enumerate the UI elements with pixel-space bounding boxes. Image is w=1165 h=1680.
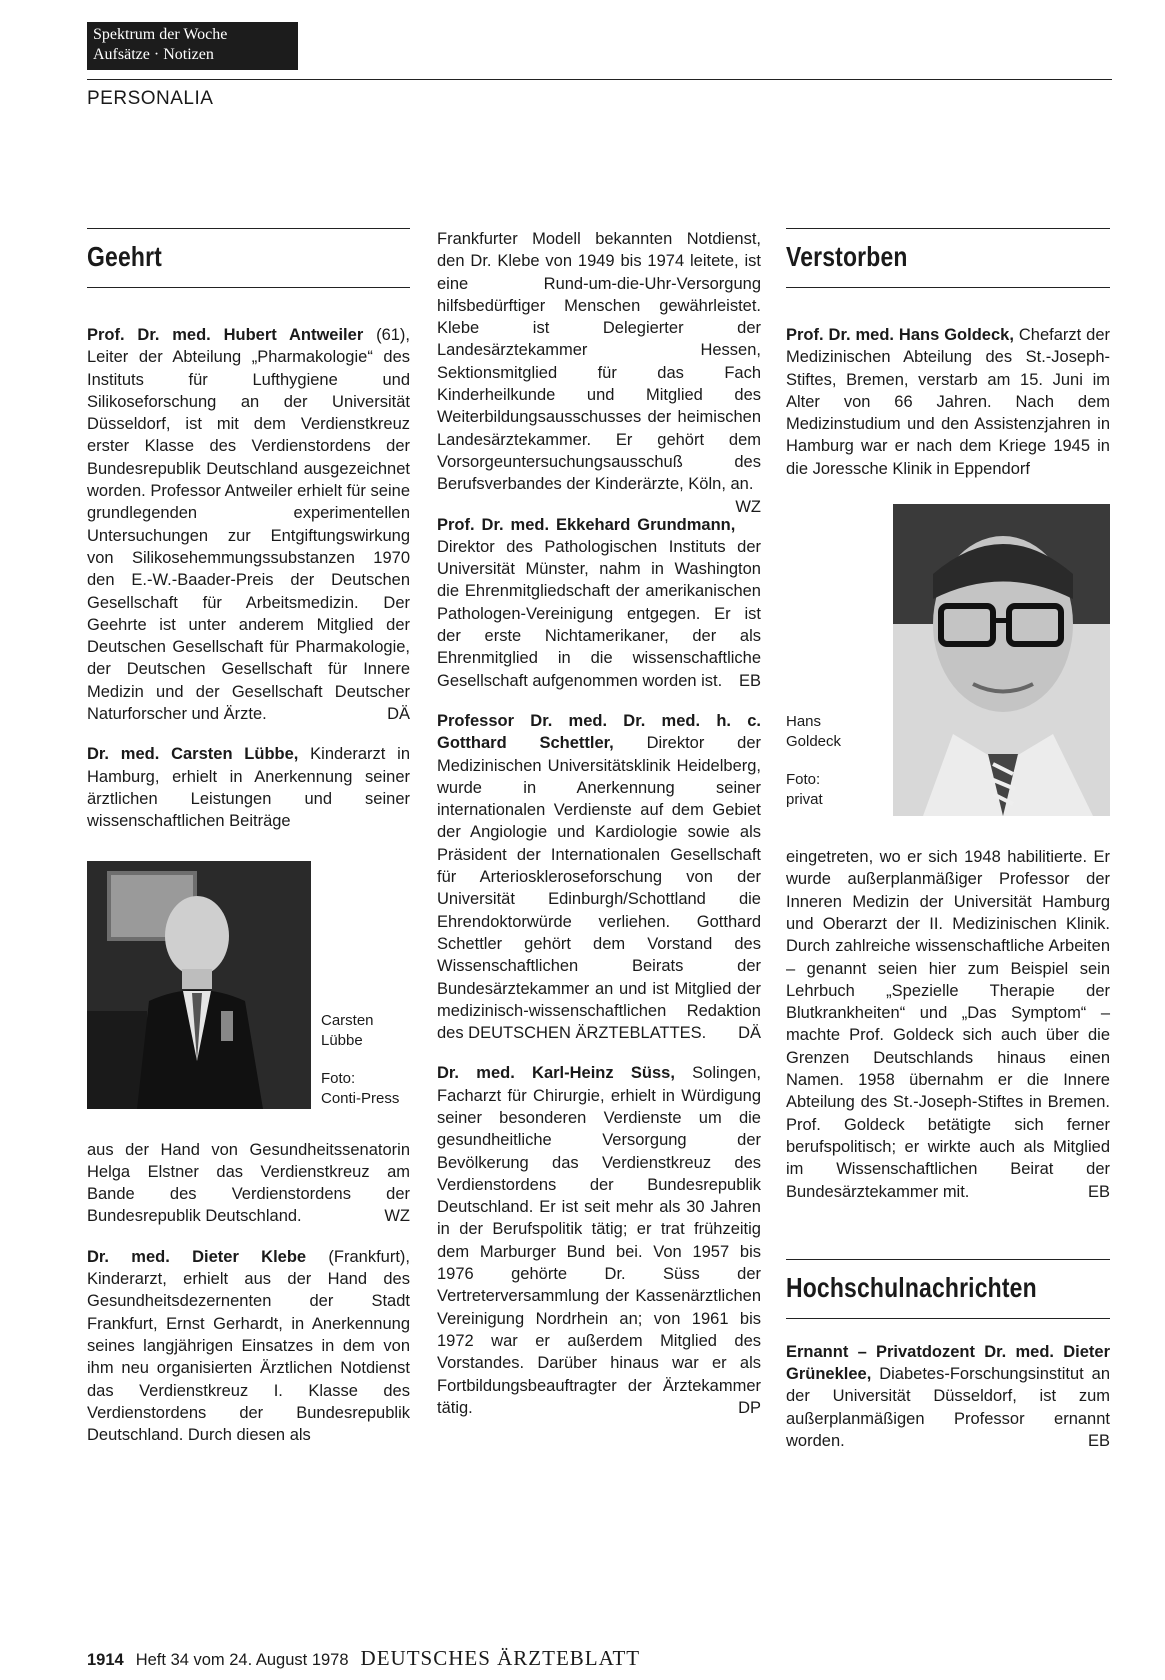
- signature: DP: [738, 1398, 761, 1417]
- caption-name: Carsten: [321, 1011, 374, 1029]
- heading-rule-bottom: [786, 1318, 1110, 1319]
- name-grundmann: Prof. Dr. med. Ekkehard Grundmann,: [437, 515, 736, 534]
- caption-credit: Foto:: [321, 1069, 356, 1087]
- issue-info: Heft 34 vom 24. August 1978: [135, 1651, 349, 1669]
- text-luebbe: Kinderarzt in Hamburg, erhielt in Anerkennung seiner ärztlichen Leistungen und seiner wissenschaftlichen Beiträge: [87, 745, 410, 831]
- article-suess: [437, 1062, 761, 1419]
- heading-rule-top: [786, 228, 1110, 229]
- page-footer: [87, 1646, 640, 1671]
- text-goldeck-cont: eingetreten, wo er sich 1948 habilitierte. Er wurde außerplanmäßiger Professor der Inneren Medizin der Universität Hamburg und Oberarzt der II. Medizinischen Klinik. Durch zahlreiche wissenschaftliche Arbeiten – genannt seien hier zum Beispiel sein Lehrbuch „Spezielle Therapie der Blutkrankheiten“ und „Das Symptom“ – machte Prof. Goldeck sich auch über die Grenzen Deutschlands hinaus einen Namen. 1958 übernahm er die Innere Abteilung des St.-Joseph-Stiftes in Bremen. Prof. Goldeck betätigte sich ferner berufspolitisch; er wirkte auch als Mitglied im Wissenschaftlichen Beirat der Bundesärztekammer mit.: [786, 848, 1110, 1201]
- article-schettler: [437, 710, 761, 1044]
- caption-credit: Foto:: [786, 771, 821, 789]
- portrait-photo-goldeck: [893, 504, 1110, 816]
- column-3: [786, 228, 1110, 1470]
- article-klebe: [87, 1246, 410, 1447]
- photo-block-goldeck: [786, 504, 1110, 824]
- caption-credit: Conti-Press: [321, 1089, 400, 1107]
- name-goldeck: Prof. Dr. med. Hans Goldeck,: [786, 326, 1014, 344]
- header-line-1: Spektrum der Woche: [93, 26, 228, 43]
- article-antweiler: [87, 324, 410, 725]
- section-header-box: [87, 22, 298, 70]
- section-label: PERSONALIA: [87, 88, 214, 109]
- caption-name: Goldeck: [786, 733, 842, 751]
- header-line-2: Aufsätze · Notizen: [93, 46, 214, 63]
- name-antweiler: Prof. Dr. med. Hubert Antweiler: [87, 326, 364, 344]
- name-luebbe: Dr. med. Carsten Lübbe,: [87, 745, 299, 764]
- article-grundmann: [437, 514, 761, 692]
- signature: EB: [738, 671, 761, 690]
- caption-name: Lübbe: [321, 1031, 363, 1049]
- text-klebe: (Frankfurt), Kinderarzt, erhielt aus der Hand des Gesundheitsdezernenten der Stadt Frankfurt, Ernst Gerhardt, in Anerkennung seines langjährigen Einsatzes in dem von ihm neu organisierten Ärztlichen Notdienst das Verdienstkreuz I. Klasse des Verdienstordens der Bundesrepublik Deutschland. Durch diesen als: [87, 1247, 410, 1445]
- photo-caption-goldeck: [786, 712, 841, 810]
- heading-geehrt: Geehrt: [87, 241, 162, 272]
- caption-name: Hans: [786, 713, 822, 731]
- photo-caption-luebbe: [321, 1011, 399, 1109]
- article-grueneklee: [786, 1341, 1110, 1452]
- text-goldeck: Chefarzt der Medizinischen Abteilung des St.-Joseph-Stiftes, Bremen, verstarb am 15. Juni im Alter von 66 Jahren. Nach dem Medizinstudium und den Assistenzjahren in Hamburg war er nach dem Kriege 1945 in die Joressche Klinik in Eppendorf: [786, 326, 1111, 478]
- signature: DÄ: [387, 705, 410, 724]
- text-grueneklee: Diabetes-Forschungsinstitut an der Universität Düsseldorf, ist zum außerplanmäßigen Professor ernannt worden.: [786, 1365, 1110, 1451]
- signature: EB: [1087, 1432, 1110, 1451]
- heading-rule-bottom: [87, 287, 410, 288]
- signature: WZ: [735, 497, 761, 516]
- text-antweiler: (61), Leiter der Abteilung „Pharmakologie“ des Instituts für Lufthygiene und Silikoseforschung an der Universität Düsseldorf, ist mit dem Verdienstkreuz erster Klasse des Verdienstordens der Bundesrepublik Deutschland ausgezeichnet worden. Professor Antweiler erhielt für seine grundlegenden experimentellen Untersuchungen zur Entgiftungswirkung von Silikosehemmungssubstanzen 1970 den E.-W.-Baader-Preis der Deutschen Gesellschaft für Arbeitsmedizin. Der Geehrte ist unter anderem Mitglied der Deutschen Gesellschaft für Pharmakologie, der Deutschen Gesellschaft für Innere Medizin und der Gesellschaft Deutscher Naturforscher und Ärzte.: [87, 326, 411, 724]
- signature: EB: [1087, 1182, 1110, 1201]
- article-luebbe: [87, 743, 410, 832]
- name-grueneklee: Ernannt – Privatdozent Dr. med. Dieter Grüneklee,: [786, 1342, 1110, 1384]
- journal-name: DEUTSCHES ÄRZTEBLATT: [360, 1646, 641, 1670]
- top-rule: [87, 79, 1112, 80]
- text-grundmann: Direktor des Pathologischen Instituts der Universität Münster, nahm in Washington die Ehrenmitgliedschaft der amerikanischen Pathologen-Vereinigung entgegen. Er ist der erste Nichtamerikaner, der als Ehrenmitglied in die wissenschaftliche Gesellschaft aufgenommen worden ist.: [437, 537, 761, 690]
- column-1: [87, 228, 410, 1464]
- text-klebe-cont: Frankfurter Modell bekannten Notdienst, den Dr. Klebe von 1949 bis 1974 leitete, ist eine Rund-um-die-Uhr-Versorgung hilfsbedürftiger Menschen gewährleistet. Klebe ist Delegierter der Landesärztekammer Hessen, Sektionsmitglied für das Fach Kinderheilkunde und Mitglied des Weiterbildungsausschusses der heimischen Landesärztekammer. Er gehört dem Vorsorgeuntersuchungsausschuß des Berufsverbandes der Kinderärzte, Köln, an.: [437, 230, 761, 494]
- name-suess: Dr. med. Karl-Heinz Süss,: [437, 1064, 675, 1083]
- text-schettler: Direktor der Medizinischen Universitätsklinik Heidelberg, wurde in Anerkennung seiner internationalen Verdienste auf dem Gebiet der Angiologie und Kardiologie sowie als Präsident der Internationalen Gesellschaft für Arterioskleroseforschung von der Universität Edinburgh/Schottland die Ehrendoktorwürde verliehen. Gotthard Schettler gehört dem Vorstand des Wissenschaftlichen Beirats der Bundesärztekammer an und ist Mitglied der medizinisch-wissenschaftlichen Redaktion des DEUTSCHEN ÄRZTEBLATTES.: [437, 734, 761, 1043]
- heading-rule-bottom: [786, 287, 1110, 288]
- article-goldeck: [786, 324, 1110, 480]
- signature: WZ: [384, 1207, 410, 1226]
- heading-rule-top: [786, 1259, 1110, 1260]
- name-schettler: Professor Dr. med. Dr. med. h. c. Gotthard Schettler,: [437, 711, 761, 753]
- text-luebbe-cont: aus der Hand von Gesundheitssenatorin Helga Elstner das Verdienstkreuz am Bande des Verdienstordens der Bundesrepublik Deutschland.: [87, 1140, 410, 1226]
- article-luebbe-cont: [87, 1139, 410, 1228]
- portrait-photo-luebbe: [87, 861, 311, 1109]
- heading-rule-top: [87, 228, 410, 229]
- caption-credit: privat: [786, 791, 823, 809]
- signature: DÄ: [738, 1024, 761, 1043]
- photo-block-luebbe: [87, 861, 410, 1109]
- page-number: 1914: [87, 1651, 124, 1669]
- article-klebe-cont: [437, 228, 761, 516]
- column-2: [437, 228, 761, 1437]
- heading-verstorben: Verstorben: [786, 241, 908, 272]
- article-goldeck-cont: [786, 846, 1110, 1203]
- heading-hochschulnachrichten: Hochschulnachrichten: [786, 1271, 1037, 1303]
- name-klebe: Dr. med. Dieter Klebe: [87, 1247, 307, 1266]
- text-suess: Solingen, Facharzt für Chirurgie, erhielt in Würdigung seiner besonderen Verdienste um die gesundheitliche Versorgung der Bevölkerung das Verdienstkreuz des Verdienstordens der Bundesrepublik Deutschland. Er ist seit mehr als 30 Jahren in der Berufspolitik tätig; er trat frühzeitig dem Marburger Bund bei. Von 1957 bis 1976 gehörte Dr. Süss der Vertreterversammlung der Kassenärztlichen Vereinigung Nordrhein an; von 1961 bis 1972 war er außerdem Mitglied des Vorstandes. Darüber hinaus war er als Fortbildungsbeauftragter der Ärztekammer tätig.: [437, 1064, 761, 1417]
